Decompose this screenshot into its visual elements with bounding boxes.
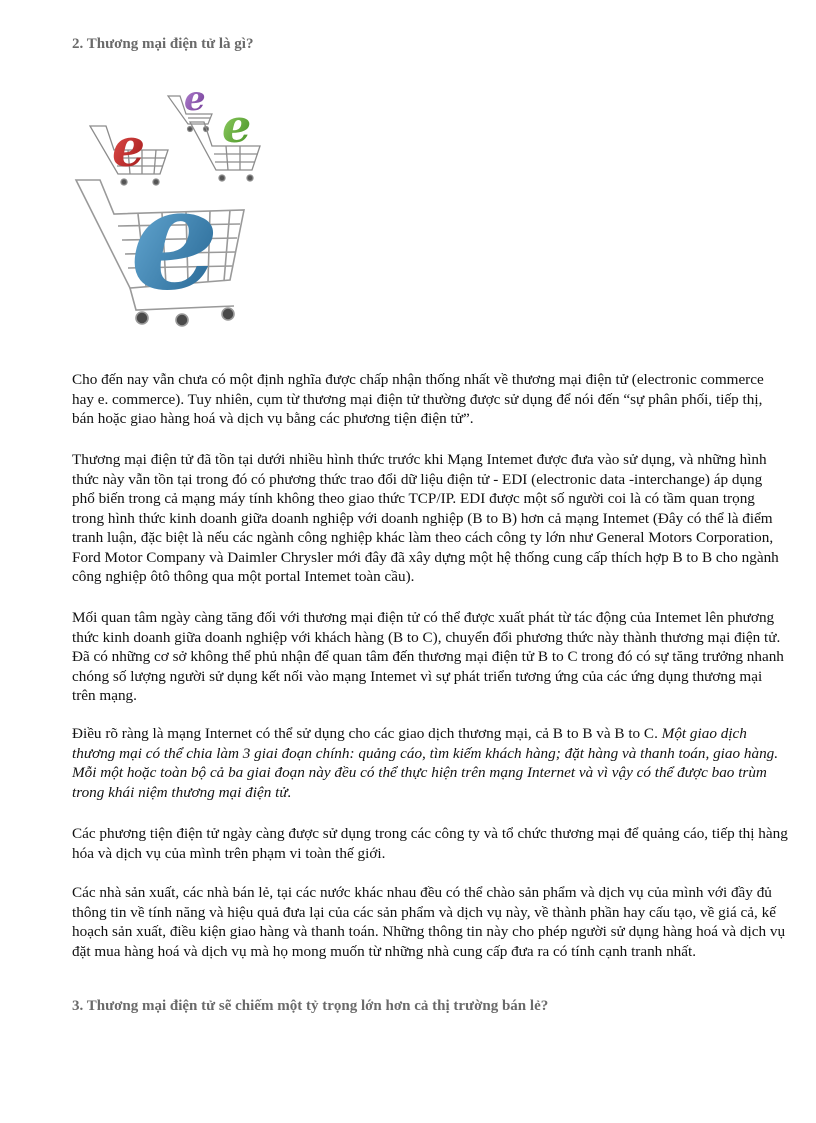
green-e-letter: e bbox=[222, 99, 252, 153]
paragraph-definition: Cho đến nay vẫn chưa có một định nghĩa được chấp nhận thống nhất về thương mại điện tử (electronic commerce hay e. commerce). Tuy nhiên, cụm từ thương mại điện tử thường được sử dụng để nói đến “sự phân phối, tiếp thị, bán hoặc giao hàng hoá và dịch vụ bằng các phương tiện điện tử”. bbox=[72, 371, 764, 427]
blue-e-letter: e bbox=[130, 158, 220, 322]
section-heading-2: 2. Thương mại điện tử là gì? bbox=[72, 36, 254, 52]
paragraph-edi: Thương mại điện tử đã tồn tại dưới nhiều hình thức trước khi Mạng Intemet được đưa vào sử dụng, và những hình thức này vẫn tồn tại trong đó có phương thức trao đổi dữ liệu điện tử - EDI (electronic data -interchange) áp dụng phổ biến trong cả mạng máy tính không theo giao thức TCP/IP. EDI được một số người coi là có tầm quan trọng trong hình thức kinh doanh giữa doanh nghiệp với doanh nghiệp (B to B) hơn cả mạng Intemet (Đây có thể là điểm tranh luận, đặc biệt là nếu các ngành công nghiệp khác làm theo cách công ty lớn như General Motors Corporation, Ford Motor Company và Daimler Chrysler mới đây đã xây dựng một hệ thống cung cấp thích hợp B to B cho ngành công nghiệp ôtô thông qua một portal Intemet toàn cầu). bbox=[72, 451, 779, 585]
paragraph-transaction-stages bbox=[72, 724, 788, 802]
paragraph-b2c: Mối quan tâm ngày càng tăng đối với thương mại điện tử có thể được xuất phát từ tác động của Intemet lên phương thức kinh doanh giữa doanh nghiệp với khách hàng (B to C), chuyển đổi phương thức này thành thương mại điện tử. Đã có những cơ sở không thể phủ nhận để quan tâm đến thương mại điện tử B to C trong đó có sự tăng trưởng nhanh chóng số lượng người sử dụng kết nối vào mạng Intemet vì sự phát triển tương ứng của các ứng dụng thương mại trên mạng. bbox=[72, 609, 784, 704]
purple-e-letter: e bbox=[184, 79, 206, 119]
red-e-letter: e bbox=[112, 118, 146, 179]
paragraph-producers-retailers: Các nhà sản xuất, các nhà bán lẻ, tại các nước khác nhau đều có thể chào sản phẩm và dịch vụ của mình với đầy đủ thông tin về tính năng và hiệu quả đưa lại của các sản phẩm và dịch vụ này, về thành phần hay cấu tạo, về giá cả, kế hoạch sản xuất, điều kiện giao hàng và thanh toán. Những thông tin này cho phép người sử dụng hàng hoá và dịch vụ đặt mua hàng hoá và dịch vụ mà họ mong muốn từ những nhà cung cấp đưa ra có tính cạnh tranh nhất. bbox=[72, 884, 786, 960]
section-heading-3: 3. Thương mại điện tử sẽ chiếm một tỷ trọng lớn hơn cả thị trường bán lẻ? bbox=[72, 998, 549, 1014]
paragraph-electronic-means: Các phương tiện điện tử ngày càng được sử dụng trong các công ty và tổ chức thương mại để quảng cáo, tiếp thị hàng hóa và dịch vụ của mình trên phạm vi toàn thế giới. bbox=[72, 825, 788, 862]
paragraph-transaction-intro: Điều rõ ràng là mạng Internet có thể sử dụng cho các giao dịch thương mại, cả B to B và B to C. bbox=[72, 725, 662, 742]
paragraph-transaction-italic: Một giao dịch thương mại có thể chia làm 3 giai đoạn chính: quảng cáo, tìm kiếm khách hàng; đặt hàng và thanh toán, giao hàng. Mỗi một hoặc toàn bộ cả ba giai đoạn này đều có thể thực hiện trên mạng Internet và vì vậy có thể được bao trùm trong khái niệm thương mại điện tử. bbox=[72, 725, 779, 801]
ecommerce-carts-illustration bbox=[72, 74, 272, 336]
